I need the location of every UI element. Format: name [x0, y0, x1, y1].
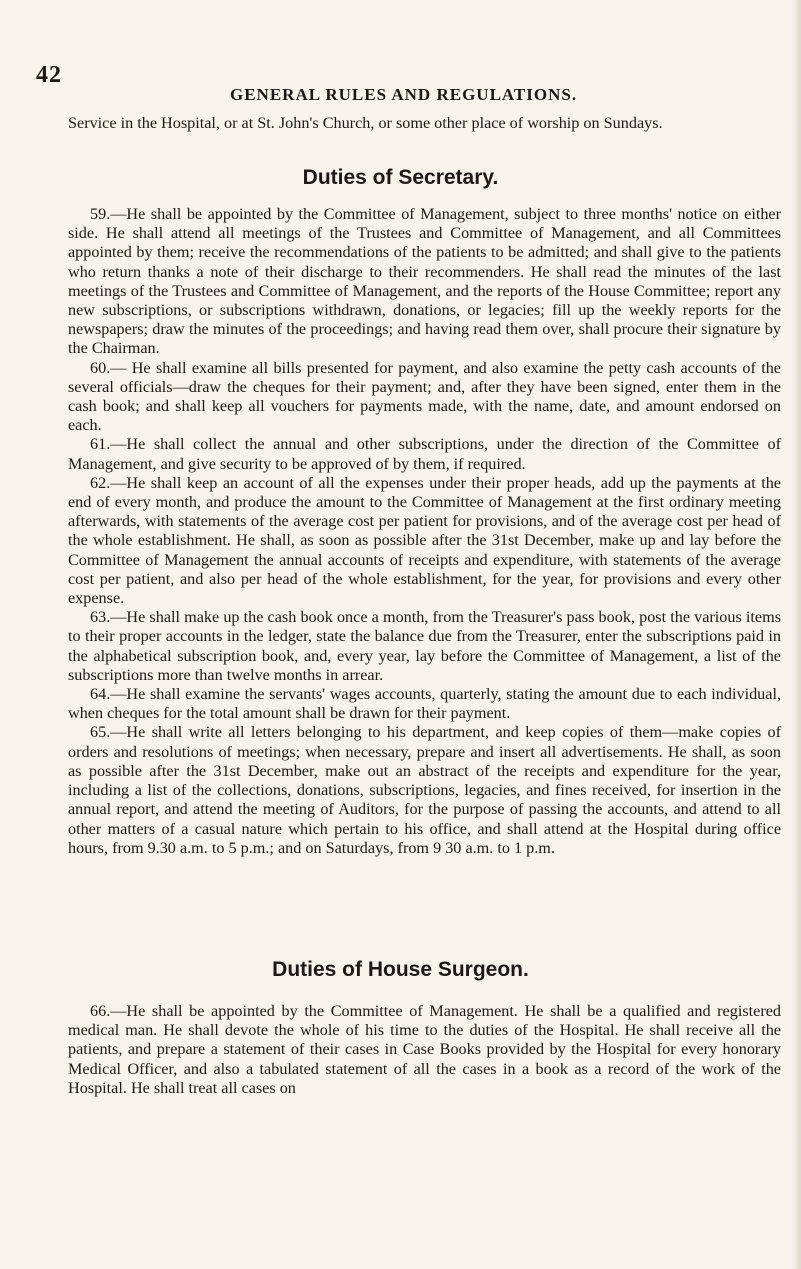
- rule-number: 61.: [90, 435, 111, 454]
- rule-text: —He shall write all letters belonging to his department, and keep copies of them—make copies of orders and resolutions of meetings; when necessary, prepare and insert all advertisements. He shall, as soon as possible after the 31st December, make out an abstract of the receipts and expenditure for the year, including a list of the collections, donations, subscriptions, legacies, and fines received, for insertion in the annual report, and attend the meeting of Auditors, for the purpose of passing the accounts, and attend to all other matters of a casual nature which pertain to his office, and shall attend at the Hospital during office hours, from 9.30 a.m. to 5 p.m.; and on Saturdays, from 9 30 a.m. to 1 p.m.: [68, 723, 781, 857]
- rule-number: 62.: [90, 473, 111, 492]
- secretary-rules: [68, 205, 781, 858]
- rule-text: — He shall examine all bills presented for payment, and also examine the petty cash accounts of the several officials—draw the cheques for their payment; and, after they have been signed, enter them in the cash book; and shall keep all vouchers for payments made, with the name, date, and amount endorsed on each.: [68, 358, 781, 435]
- rule-59: [68, 205, 781, 359]
- rule-number: 64.: [90, 685, 111, 704]
- rule-text: —He shall be appointed by the Committee of Management, subject to three months' notice on either side. He shall attend all meetings of the Trustees and Committee of Management, and all Committees appointed by them; receive the recommendations of the patients to be admitted; and shall give to the patients who return thanks a note of their discharge to their recommenders. He shall read the minutes of the last meetings of the Trustees and Committee of Management, and the reports of the House Committee; report any new subscriptions, or subscriptions withdrawn, donations, or legacies; fill up the weekly reports for the newspapers; draw the minutes of the proceedings; and having read them over, shall procure their signature by the Chairman.: [68, 205, 781, 358]
- intro-paragraph: [68, 114, 781, 133]
- page-edge-shadow: [793, 0, 801, 1269]
- rule-61: [68, 435, 781, 473]
- rule-number: 59.: [90, 205, 111, 223]
- rule-number: 66.: [90, 1002, 111, 1020]
- rule-text: —He shall keep an account of all the expenses under their proper heads, add up the payments at the end of every month, and produce the amount to the Committee of Management at the first ordinary meeting afterwards, with statements of the average cost per patient for provisions, and of the average cost per head of the whole establishment. He shall, as soon as possible after the 31st December, make up and lay before the Committee of Management the annual accounts of receipts and expenditure, with statements of the average cost per patient, and also per head of the whole establishment, for the year, for provisions and every other expense.: [68, 473, 781, 608]
- page-number: 42: [36, 62, 62, 88]
- section-title-house-surgeon: Duties of House Surgeon.: [272, 958, 529, 981]
- rule-text: —He shall collect the annual and other subscriptions, under the direction of the Committee of Management, and give security to be approved of by them, if required.: [68, 435, 781, 473]
- running-title: GENERAL RULES AND REGULATIONS.: [230, 85, 578, 104]
- rule-63: [68, 608, 781, 685]
- rule-65: [68, 723, 781, 857]
- rule-number: 65.: [90, 723, 111, 742]
- rule-64: [68, 685, 781, 723]
- rule-text: —He shall make up the cash book once a month, from the Treasurer's pass book, post the various items to their proper accounts in the ledger, state the balance due from the Treasurer, enter the subscriptions paid in the alphabetical subscription book, and, every year, lay before the Committee of Management, a list of the subscriptions more than twelve months in arrear.: [68, 608, 781, 684]
- section-title-secretary: Duties of Secretary.: [302, 166, 499, 189]
- rule-62: [68, 474, 781, 608]
- rule-66: [68, 1002, 781, 1098]
- rule-number: 60.: [90, 358, 111, 377]
- rule-60: [68, 359, 781, 436]
- rule-number: 63.: [90, 608, 111, 627]
- house-surgeon-rules: [68, 1002, 781, 1098]
- intro-text: Service in the Hospital, or at St. John's Church, or some other place of worship on Sundays.: [68, 114, 663, 132]
- rule-text: —He shall be appointed by the Committee of Management. He shall be a qualified and registered medical man. He shall devote the whole of his time to the duties of the Hospital. He shall receive all the patients, and prepare a statement of their cases in Case Books provided by the Hospital for every honorary Medical Officer, and also a tabulated statement of all the cases in a book as a record of the work of the Hospital. He shall treat all cases on: [68, 1002, 781, 1097]
- rule-text: —He shall examine the servants' wages accounts, quarterly, stating the amount due to each individual, when cheques for the total amount shall be drawn for their payment.: [68, 685, 781, 723]
